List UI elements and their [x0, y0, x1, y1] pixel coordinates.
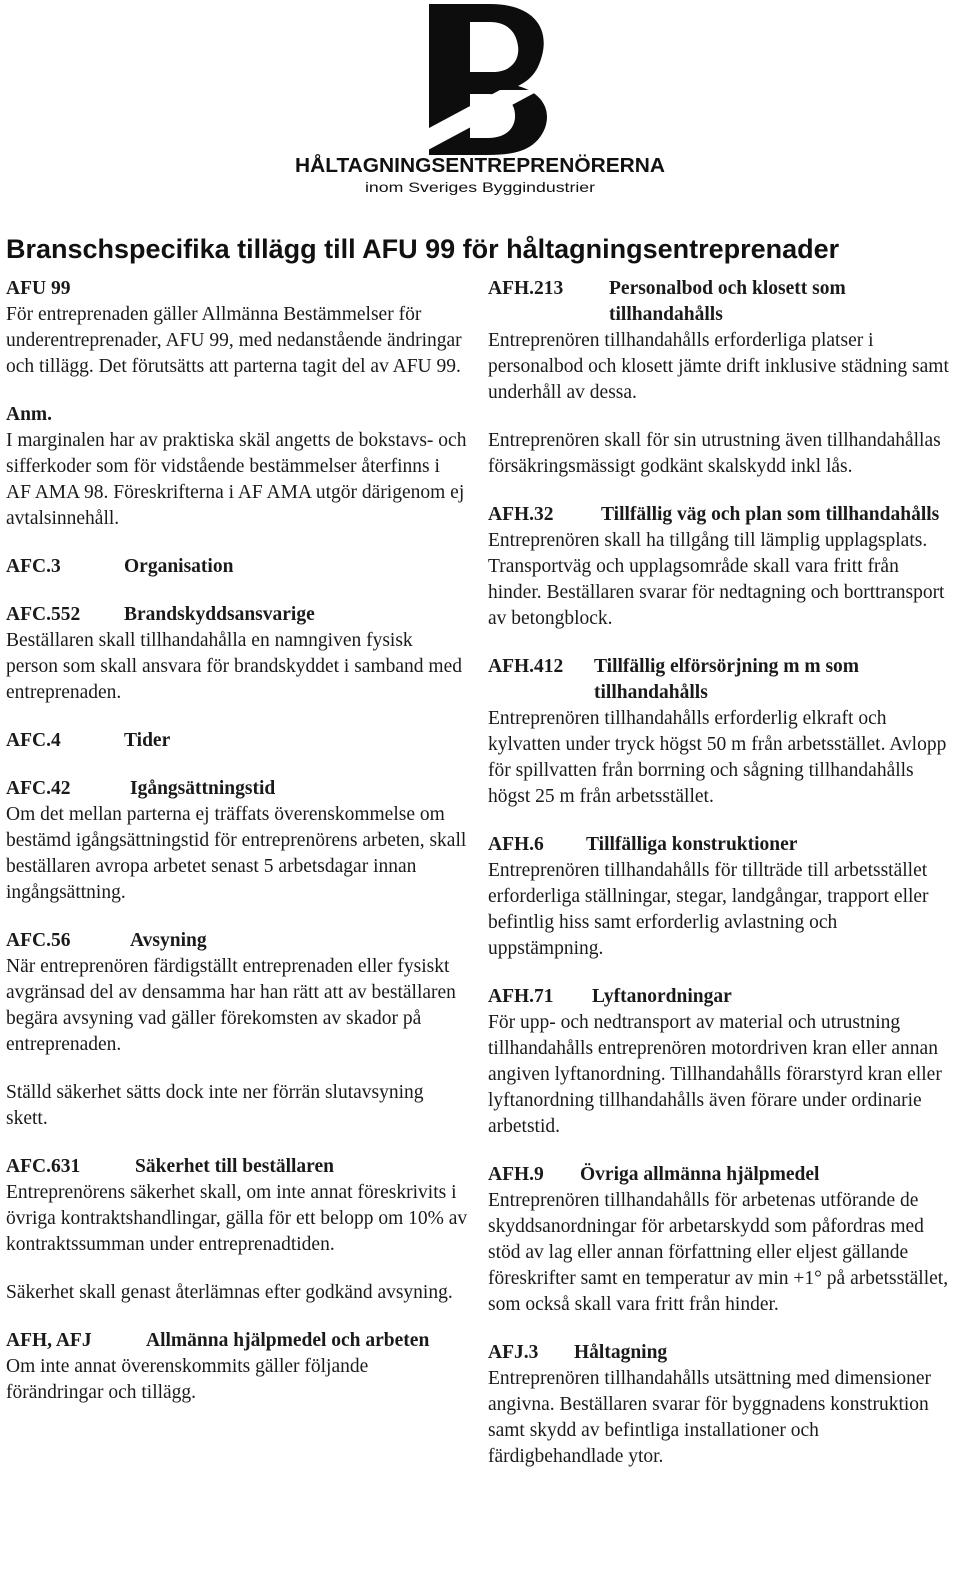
section-title: Tider	[124, 730, 171, 751]
section-code: AFH.412	[488, 656, 564, 677]
section-heading	[6, 776, 468, 802]
section-heading	[488, 832, 954, 858]
section-title: Personalbod och klosett som tillhandahålls	[609, 278, 846, 325]
section-title: Tillfällig elförsörjning m m som tillhandahålls	[594, 656, 860, 703]
section-title: Säkerhet till beställaren	[135, 1156, 334, 1177]
section-heading	[6, 1328, 468, 1354]
section-heading	[488, 502, 954, 528]
section-code: AFJ.3	[488, 1342, 539, 1363]
section-paragraph: Entreprenören tillhandahålls för arbetenas utförande de skyddsanordningar för arbetarskydd som påfordras med stöd av lag eller annan författning eller eljest gällande föreskrifter samt en temperatur av min +1° på arbetsstället, som också skall vara fritt från hinder.	[488, 1190, 949, 1315]
section-paragraph: I marginalen har av praktiska skäl angetts de bokstavs- och sifferkoder som för vidstående bestämmelser återfinns i AF AMA 98. Föreskrifterna i AF AMA utgör därigenom ej avtalsinnehåll.	[6, 430, 467, 529]
section-heading	[6, 554, 468, 580]
section-paragraph: Entreprenören tillhandahålls utsättning med dimensioner angivna. Beställaren svarar för byggnadens konstruktion samt skydd av befintliga installationer och färdigbehandlade ytor.	[488, 1368, 931, 1467]
section-paragraph: Entreprenören skall ha tillgång till lämplig upplagsplats. Transportväg och upplagsområde skall vara fritt från hinder. Beställaren svarar för nedtagning och borttransport av betongblock.	[488, 530, 945, 629]
section-paragraph: För entreprenaden gäller Allmänna Bestämmelser för underentreprenader, AFU 99, med nedanstående ändringar och tillägg. Det förutsätts att parterna tagit del av AFU 99.	[6, 304, 462, 377]
left-column	[6, 276, 468, 1428]
section	[6, 1328, 468, 1406]
section-title: Allmänna hjälpmedel och arbeten	[146, 1330, 430, 1351]
logo	[290, 0, 670, 200]
section-code: AFC.42	[6, 778, 71, 799]
right-column	[488, 276, 954, 1492]
page-title: Branschspecifika tillägg till AFU 99 för håltagningsentreprenader	[6, 234, 840, 264]
section-paragraph: Om inte annat överenskommits gäller följande förändringar och tillägg.	[6, 1356, 369, 1403]
section-heading	[488, 276, 954, 328]
section-code: AFH.6	[488, 834, 544, 855]
section-heading	[6, 728, 468, 754]
section-code: AFH.9	[488, 1164, 544, 1185]
section-title: Avsyning	[130, 930, 207, 951]
logo-subtitle: inom Sveriges Byggindustrier	[365, 179, 596, 195]
section-code: AFH.213	[488, 278, 564, 299]
section-paragraph: Ställd säkerhet sätts dock inte ner förrän slutavsyning skett.	[6, 1082, 424, 1129]
section-code: AFH.71	[488, 986, 554, 1007]
section	[488, 984, 954, 1140]
section	[488, 1162, 954, 1318]
section-title: Övriga allmänna hjälpmedel	[580, 1164, 820, 1185]
section	[6, 928, 468, 1132]
section-heading	[6, 928, 468, 954]
section-heading	[6, 402, 468, 428]
logo-graphic	[290, 0, 670, 200]
section	[488, 502, 954, 632]
section-code: AFC.631	[6, 1156, 81, 1177]
section	[6, 1154, 468, 1306]
section	[488, 276, 954, 480]
section-paragraph: Entreprenören tillhandahålls erforderliga platser i personalbod och klosett jämte drift inklusive städning samt underhåll av dessa.	[488, 330, 949, 403]
section-paragraph: Entreprenörens säkerhet skall, om inte annat föreskrivits i övriga kontraktshandlingar, gälla för ett belopp om 10% av kontraktssumman under entreprenadtiden.	[6, 1182, 468, 1255]
section-heading	[488, 1162, 954, 1188]
section-paragraph: Säkerhet skall genast återlämnas efter godkänd avsyning.	[6, 1282, 453, 1303]
section-heading	[488, 984, 954, 1010]
section-title: Lyftanordningar	[592, 986, 732, 1007]
section-code: AFC.552	[6, 604, 81, 625]
section	[488, 832, 954, 962]
section	[6, 554, 468, 580]
section-title: Anm.	[6, 404, 53, 425]
section	[6, 402, 468, 532]
section	[488, 654, 954, 810]
section	[6, 276, 468, 380]
section-title: Organisation	[124, 556, 234, 577]
section-code: AFC.3	[6, 556, 61, 577]
section-title: Tillfälliga konstruktioner	[586, 834, 798, 855]
section	[488, 1340, 954, 1470]
section-title: Tillfällig väg och plan som tillhandahålls	[601, 504, 940, 525]
logo-name: HÅLTAGNINGSENTREPRENÖRERNA	[295, 154, 658, 177]
section	[6, 776, 468, 906]
section-title: Brandskyddsansvarige	[124, 604, 315, 625]
section-heading	[6, 276, 468, 302]
section-paragraph: För upp- och nedtransport av material och utrustning tillhandahålls entreprenören motordriven kran eller annan angiven lyftanordning. Tillhandahålls förarstyrd kran eller lyftanordning tillhandahålls även förare under ordinarie arbetstid.	[488, 1012, 942, 1137]
section-code: AFC.56	[6, 930, 71, 951]
section-paragraph: Om det mellan parterna ej träffats överenskommelse om bestämd igångsättningstid för entreprenörens arbeten, skall beställaren avropa arbetet senast 5 arbetsdagar innan ingångsättning.	[6, 804, 467, 903]
section-title: AFU 99	[6, 278, 71, 299]
section-code: AFH, AFJ	[6, 1330, 92, 1351]
section-paragraph: Entreprenören tillhandahålls för tillträde till arbetsstället erforderliga ställningar, stegar, landgångar, trapport eller befintlig hiss samt erforderlig avlastning och uppstämpning.	[488, 860, 929, 959]
section-heading	[488, 654, 954, 706]
section-heading	[6, 1154, 468, 1180]
section-code: AFH.32	[488, 504, 554, 525]
section	[6, 728, 468, 754]
section-title: Håltagning	[574, 1342, 668, 1363]
section-code: AFC.4	[6, 730, 61, 751]
section-paragraph: Beställaren skall tillhandahålla en namngiven fysisk person som skall ansvara för brandskyddet i samband med entreprenaden.	[6, 630, 462, 703]
section-paragraph: Entreprenören skall för sin utrustning även tillhandahållas försäkringsmässigt godkänt skalskydd inkl lås.	[488, 430, 941, 477]
section-heading	[488, 1340, 954, 1366]
section-paragraph: Entreprenören tillhandahålls erforderlig elkraft och kylvatten under tryck högst 50 m från arbetsstället. Avlopp för spillvatten från borrning och sågning tillhandahålls högst 25 m från arbetsstället.	[488, 708, 947, 807]
section-title: Igångsättningstid	[130, 778, 276, 799]
section	[6, 602, 468, 706]
section-heading	[6, 602, 468, 628]
section-paragraph: När entreprenören färdigställt entreprenaden eller fysiskt avgränsad del av densamma har han rätt att av beställaren begära avsyning vad gäller förekomsten av skador på entreprenaden.	[6, 956, 456, 1055]
